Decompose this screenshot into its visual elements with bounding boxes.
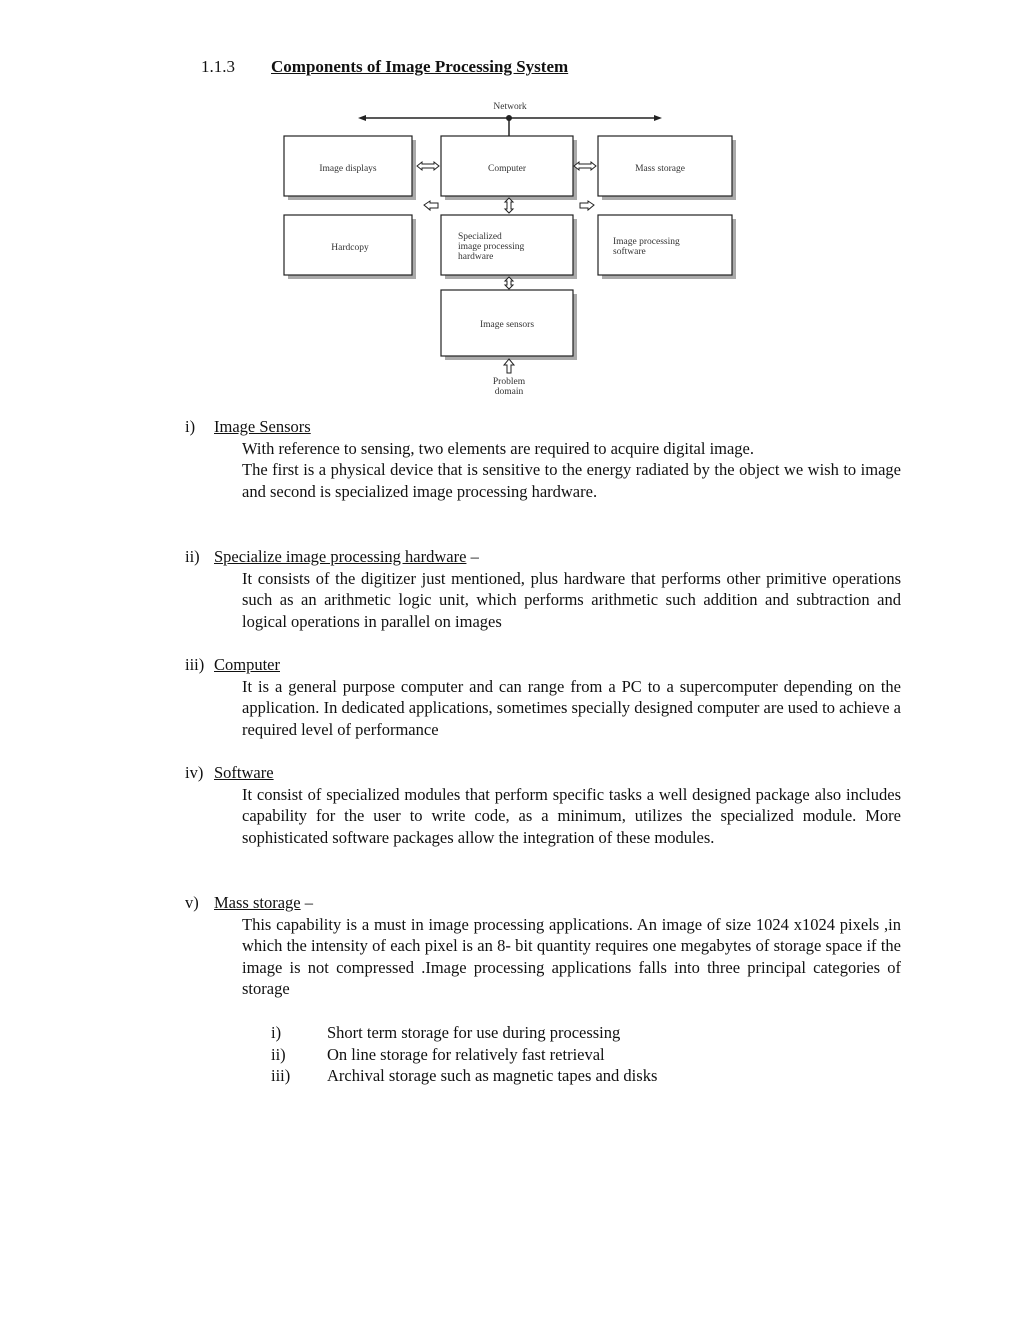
list-marker: iii) bbox=[271, 1066, 291, 1086]
arrow-problem-sensors bbox=[504, 359, 514, 373]
section-subtitle: Software bbox=[214, 763, 274, 782]
box-image-sensors-label: Image sensors bbox=[479, 320, 535, 330]
box-hardcopy-label: Hardcopy bbox=[331, 243, 369, 253]
list-item bbox=[271, 1044, 657, 1066]
network-arrow-right bbox=[654, 115, 662, 121]
section-subtitle: Specialize image processing hardware bbox=[214, 547, 467, 566]
box-computer bbox=[441, 136, 577, 200]
list-item bbox=[271, 1065, 657, 1087]
components-diagram bbox=[280, 97, 780, 399]
box-image-displays-label: Image displays bbox=[319, 164, 377, 174]
section-subtitle: Image Sensors bbox=[214, 417, 311, 436]
list-text: Short term storage for use during processing bbox=[327, 1023, 621, 1042]
section-computer bbox=[185, 654, 901, 740]
box-image-displays bbox=[284, 136, 416, 200]
section-suffix: – bbox=[466, 547, 479, 566]
section-paragraph: With reference to sensing, two elements are required to acquire digital image. bbox=[242, 438, 755, 458]
section-subtitle: Mass storage bbox=[214, 893, 301, 912]
section-marker: iii) bbox=[185, 655, 205, 674]
list-marker: ii) bbox=[271, 1044, 286, 1064]
box-mass-storage-label: Mass storage bbox=[635, 164, 685, 174]
storage-categories-list bbox=[271, 1022, 657, 1087]
section-specialized-hardware bbox=[185, 546, 901, 632]
problem-domain-line1: Problem bbox=[492, 377, 526, 387]
problem-domain-line2: domain bbox=[494, 387, 524, 397]
box-hardcopy bbox=[284, 215, 416, 279]
box-specialized-line1: Specialized bbox=[458, 232, 502, 242]
section-marker: i) bbox=[185, 417, 196, 436]
box-software bbox=[598, 215, 736, 279]
section-heading bbox=[201, 57, 568, 77]
section-paragraph: It is a general purpose computer and can range from a PC to a supercomputer depending on the application. In dedicated applications, sometimes specially designed computer are used to achieve a required level of performance bbox=[242, 676, 901, 739]
section-marker: v) bbox=[185, 893, 199, 912]
box-computer-label: Computer bbox=[488, 164, 526, 174]
arrow-computer-storage bbox=[574, 162, 596, 170]
arrow-computer-specialized bbox=[505, 198, 513, 213]
network-arrow-left bbox=[358, 115, 366, 121]
section-paragraph: It consists of the digitizer just mentioned, plus hardware that performs other primitive operations such as an arithmetic logic unit, which performs arithmetic such addition and subtraction and logical operations in parallel on images bbox=[242, 568, 901, 631]
section-mass-storage bbox=[185, 892, 901, 1000]
box-software-line1: Image processing bbox=[613, 237, 680, 247]
network-label: Network bbox=[493, 102, 527, 112]
list-text: On line storage for relatively fast retrieval bbox=[327, 1044, 605, 1064]
box-image-sensors bbox=[441, 290, 577, 360]
section-paragraph: It consist of specialized modules that perform specific tasks a well designed package also includes capability for the user to write code, as a minimum, utilizes the specialized module. More sophisticated software packages allow the integration of these modules. bbox=[242, 784, 901, 847]
list-text: Archival storage such as magnetic tapes and disks bbox=[327, 1066, 658, 1086]
box-software-line2: software bbox=[613, 247, 646, 257]
section-image-sensors bbox=[185, 416, 901, 502]
box-specialized-line3: hardware bbox=[458, 252, 494, 262]
section-title: Components of Image Processing System bbox=[271, 57, 569, 76]
section-suffix: – bbox=[300, 893, 313, 912]
section-paragraph: This capability is a must in image processing applications. An image of size 1024 x1024 pixels ,in which the intensity of each pixel is an 8- bit quantity requires one megabytes of storage space if the image is not compressed .Image processing applications falls into three principal categories of storage bbox=[242, 914, 901, 999]
section-software bbox=[185, 762, 901, 848]
list-item bbox=[271, 1022, 657, 1044]
section-marker: ii) bbox=[185, 547, 200, 566]
section-number: 1.1.3 bbox=[201, 57, 235, 76]
box-specialized-line2: image processing bbox=[458, 242, 525, 252]
list-marker: i) bbox=[271, 1023, 282, 1042]
section-subtitle: Computer bbox=[214, 655, 280, 674]
arrow-computer-hardcopy bbox=[424, 201, 438, 210]
arrow-computer-software bbox=[580, 201, 594, 210]
arrow-displays-computer bbox=[417, 162, 439, 170]
section-marker: iv) bbox=[185, 763, 204, 782]
box-specialized-hardware bbox=[441, 215, 577, 279]
box-mass-storage bbox=[598, 136, 736, 200]
section-paragraph: The first is a physical device that is sensitive to the energy radiated by the object we wish to image and second is specialized image processing hardware. bbox=[242, 460, 901, 501]
